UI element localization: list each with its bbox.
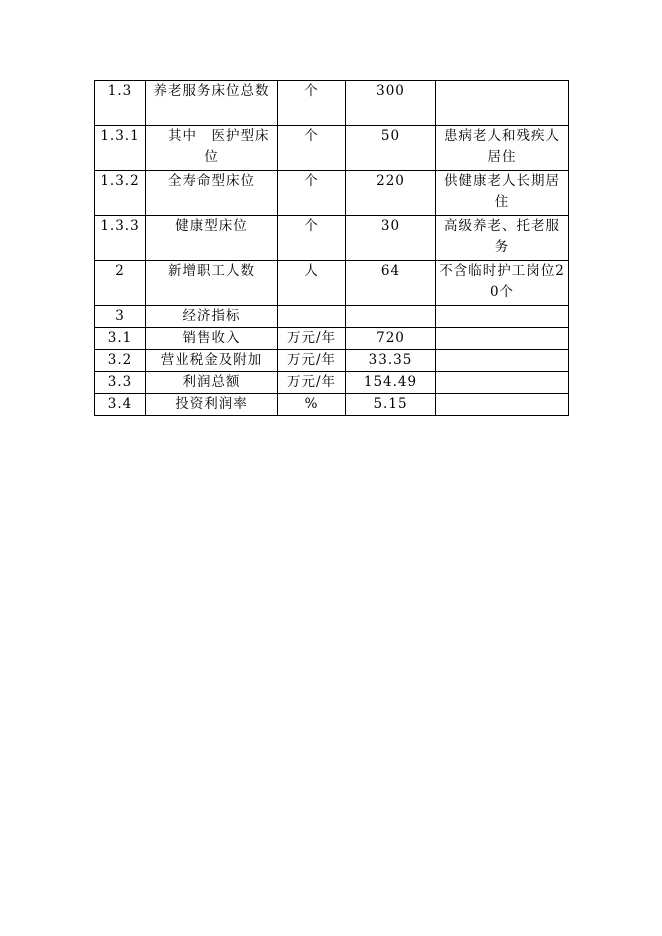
row-item: 利润总额 — [146, 372, 278, 394]
row-value: 154.49 — [346, 372, 436, 394]
row-remark: 高级养老、托老服务 — [436, 216, 569, 261]
row-value: 64 — [346, 261, 436, 306]
row-unit: 人 — [278, 261, 346, 306]
row-value: 30 — [346, 216, 436, 261]
row-value: 220 — [346, 171, 436, 216]
row-item: 健康型床位 — [146, 216, 278, 261]
row-unit: 个 — [278, 81, 346, 126]
row-number: 2 — [95, 261, 146, 306]
row-value: 720 — [346, 328, 436, 350]
row-number: 3.2 — [95, 350, 146, 372]
row-item: 营业税金及附加 — [146, 350, 278, 372]
row-value: 33.35 — [346, 350, 436, 372]
row-remark — [436, 81, 569, 126]
row-remark: 患病老人和残疾人居住 — [436, 126, 569, 171]
row-remark — [436, 328, 569, 350]
row-item: 销售收入 — [146, 328, 278, 350]
table-row — [95, 261, 569, 306]
row-remark — [436, 350, 569, 372]
row-value: 5.15 — [346, 394, 436, 416]
row-number: 3.4 — [95, 394, 146, 416]
row-remark — [436, 306, 569, 328]
row-item — [146, 126, 278, 171]
table-row — [95, 171, 569, 216]
row-number: 1.3.3 — [95, 216, 146, 261]
table-row — [95, 81, 569, 126]
row-number: 1.3 — [95, 81, 146, 126]
row-item-rest: 医护型床位 — [204, 128, 270, 165]
row-remark: 供健康老人长期居住 — [436, 171, 569, 216]
row-remark: 不含临时护工岗位20个 — [436, 261, 569, 306]
row-value: 50 — [346, 126, 436, 171]
row-unit: 个 — [278, 216, 346, 261]
row-unit: % — [278, 394, 346, 416]
row-unit: 个 — [278, 171, 346, 216]
indicator-table — [94, 80, 569, 416]
row-number: 3.3 — [95, 372, 146, 394]
table-row — [95, 372, 569, 394]
row-value: 300 — [346, 81, 436, 126]
table-row — [95, 350, 569, 372]
row-value — [346, 306, 436, 328]
row-number: 1.3.1 — [95, 126, 146, 171]
row-unit: 万元/年 — [278, 350, 346, 372]
table-row — [95, 216, 569, 261]
row-unit: 万元/年 — [278, 372, 346, 394]
table-row — [95, 126, 569, 171]
table-row — [95, 394, 569, 416]
row-number: 3.1 — [95, 328, 146, 350]
table-row — [95, 328, 569, 350]
row-remark — [436, 372, 569, 394]
row-number: 3 — [95, 306, 146, 328]
row-item: 经济指标 — [146, 306, 278, 328]
row-item: 全寿命型床位 — [146, 171, 278, 216]
row-item: 养老服务床位总数 — [146, 81, 278, 126]
table-row — [95, 306, 569, 328]
row-unit — [278, 306, 346, 328]
row-unit: 万元/年 — [278, 328, 346, 350]
row-item-lead: 其中 — [168, 128, 197, 144]
document-page — [94, 80, 568, 416]
row-unit: 个 — [278, 126, 346, 171]
row-remark — [436, 394, 569, 416]
row-item: 新增职工人数 — [146, 261, 278, 306]
row-item: 投资利润率 — [146, 394, 278, 416]
row-number: 1.3.2 — [95, 171, 146, 216]
